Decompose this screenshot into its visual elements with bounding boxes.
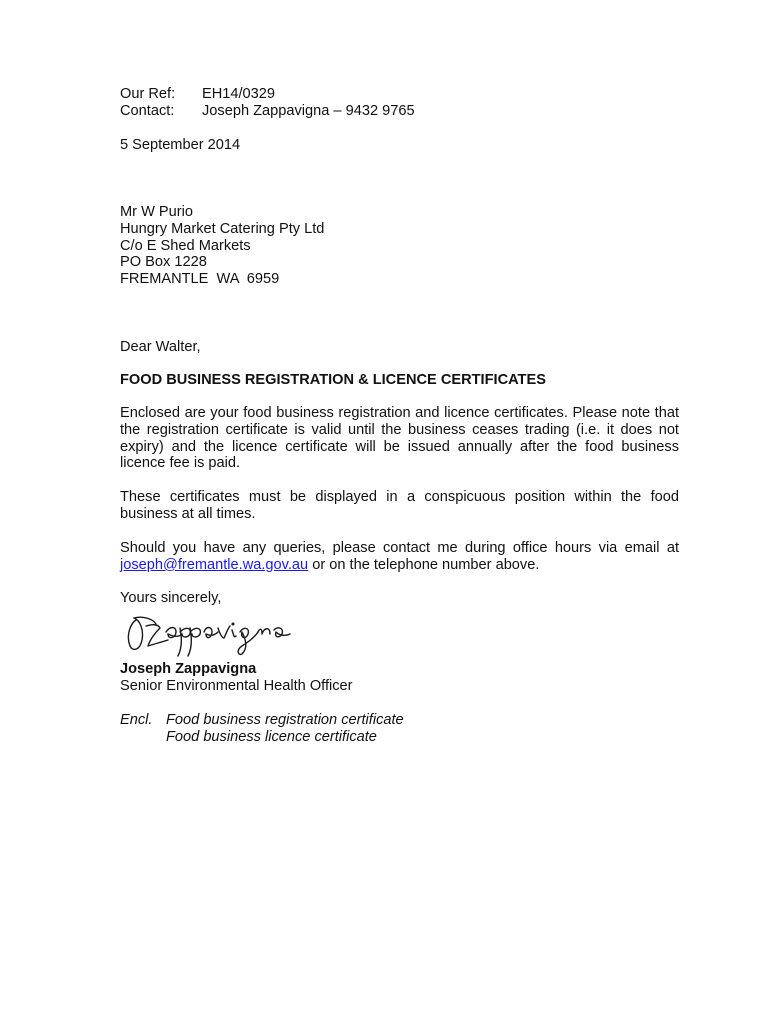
our-ref-value: EH14/0329 xyxy=(202,86,276,102)
closing: Yours sincerely, xyxy=(120,590,222,606)
enclosure-label: Encl. xyxy=(120,712,153,728)
paragraph-3-text: Should you have any queries, please contact me during office hours via email at xyxy=(120,540,679,556)
signatory-block xyxy=(120,661,353,695)
subject-heading: FOOD BUSINESS REGISTRATION & LICENCE CERTIFICATES xyxy=(120,372,546,388)
recipient-name: Mr W Purio xyxy=(120,204,193,220)
enclosure-item: Food business licence certificate xyxy=(166,728,377,745)
letter-date: 5 September 2014 xyxy=(120,137,241,153)
email-link[interactable]: joseph@fremantle.wa.gov.au xyxy=(120,556,309,573)
recipient-care-of: C/o E Shed Markets xyxy=(120,237,251,254)
enclosures-block xyxy=(120,712,404,746)
enclosure-row-1 xyxy=(120,712,404,729)
body-paragraph-1: Enclosed are your food business registration and licence certificates. Please note that the registration certificate is valid until the business ceases trading (i.e. it does not expiry) and the licence certificate will be issued annually after the food business licence fee is paid. xyxy=(120,405,679,472)
recipient-company: Hungry Market Catering Pty Ltd xyxy=(120,220,325,237)
contact-label: Contact: xyxy=(120,102,175,119)
contact-value: Joseph Zappavigna – 9432 9765 xyxy=(202,102,415,119)
our-ref-row xyxy=(120,86,415,103)
recipient-city-line: FREMANTLE WA 6959 xyxy=(120,271,280,288)
salutation: Dear Walter, xyxy=(120,339,201,355)
enclosure-row-2 xyxy=(120,729,404,746)
paragraph-3-tail: or on the telephone number above. xyxy=(308,556,540,573)
body-paragraph-3 xyxy=(120,540,679,574)
contact-row xyxy=(120,103,415,120)
body-paragraph-2: These certificates must be displayed in a conspicuous position within the food business at all times. xyxy=(120,489,679,522)
enclosure-item: Food business registration certificate xyxy=(166,712,404,728)
recipient-po-box: PO Box 1228 xyxy=(120,254,207,271)
signatory-name: Joseph Zappavigna xyxy=(120,661,257,677)
reference-block xyxy=(120,86,415,120)
signatory-title: Senior Environmental Health Officer xyxy=(120,677,353,694)
our-ref-label: Our Ref: xyxy=(120,86,176,102)
handwritten-signature xyxy=(122,610,292,660)
recipient-address xyxy=(120,204,324,288)
